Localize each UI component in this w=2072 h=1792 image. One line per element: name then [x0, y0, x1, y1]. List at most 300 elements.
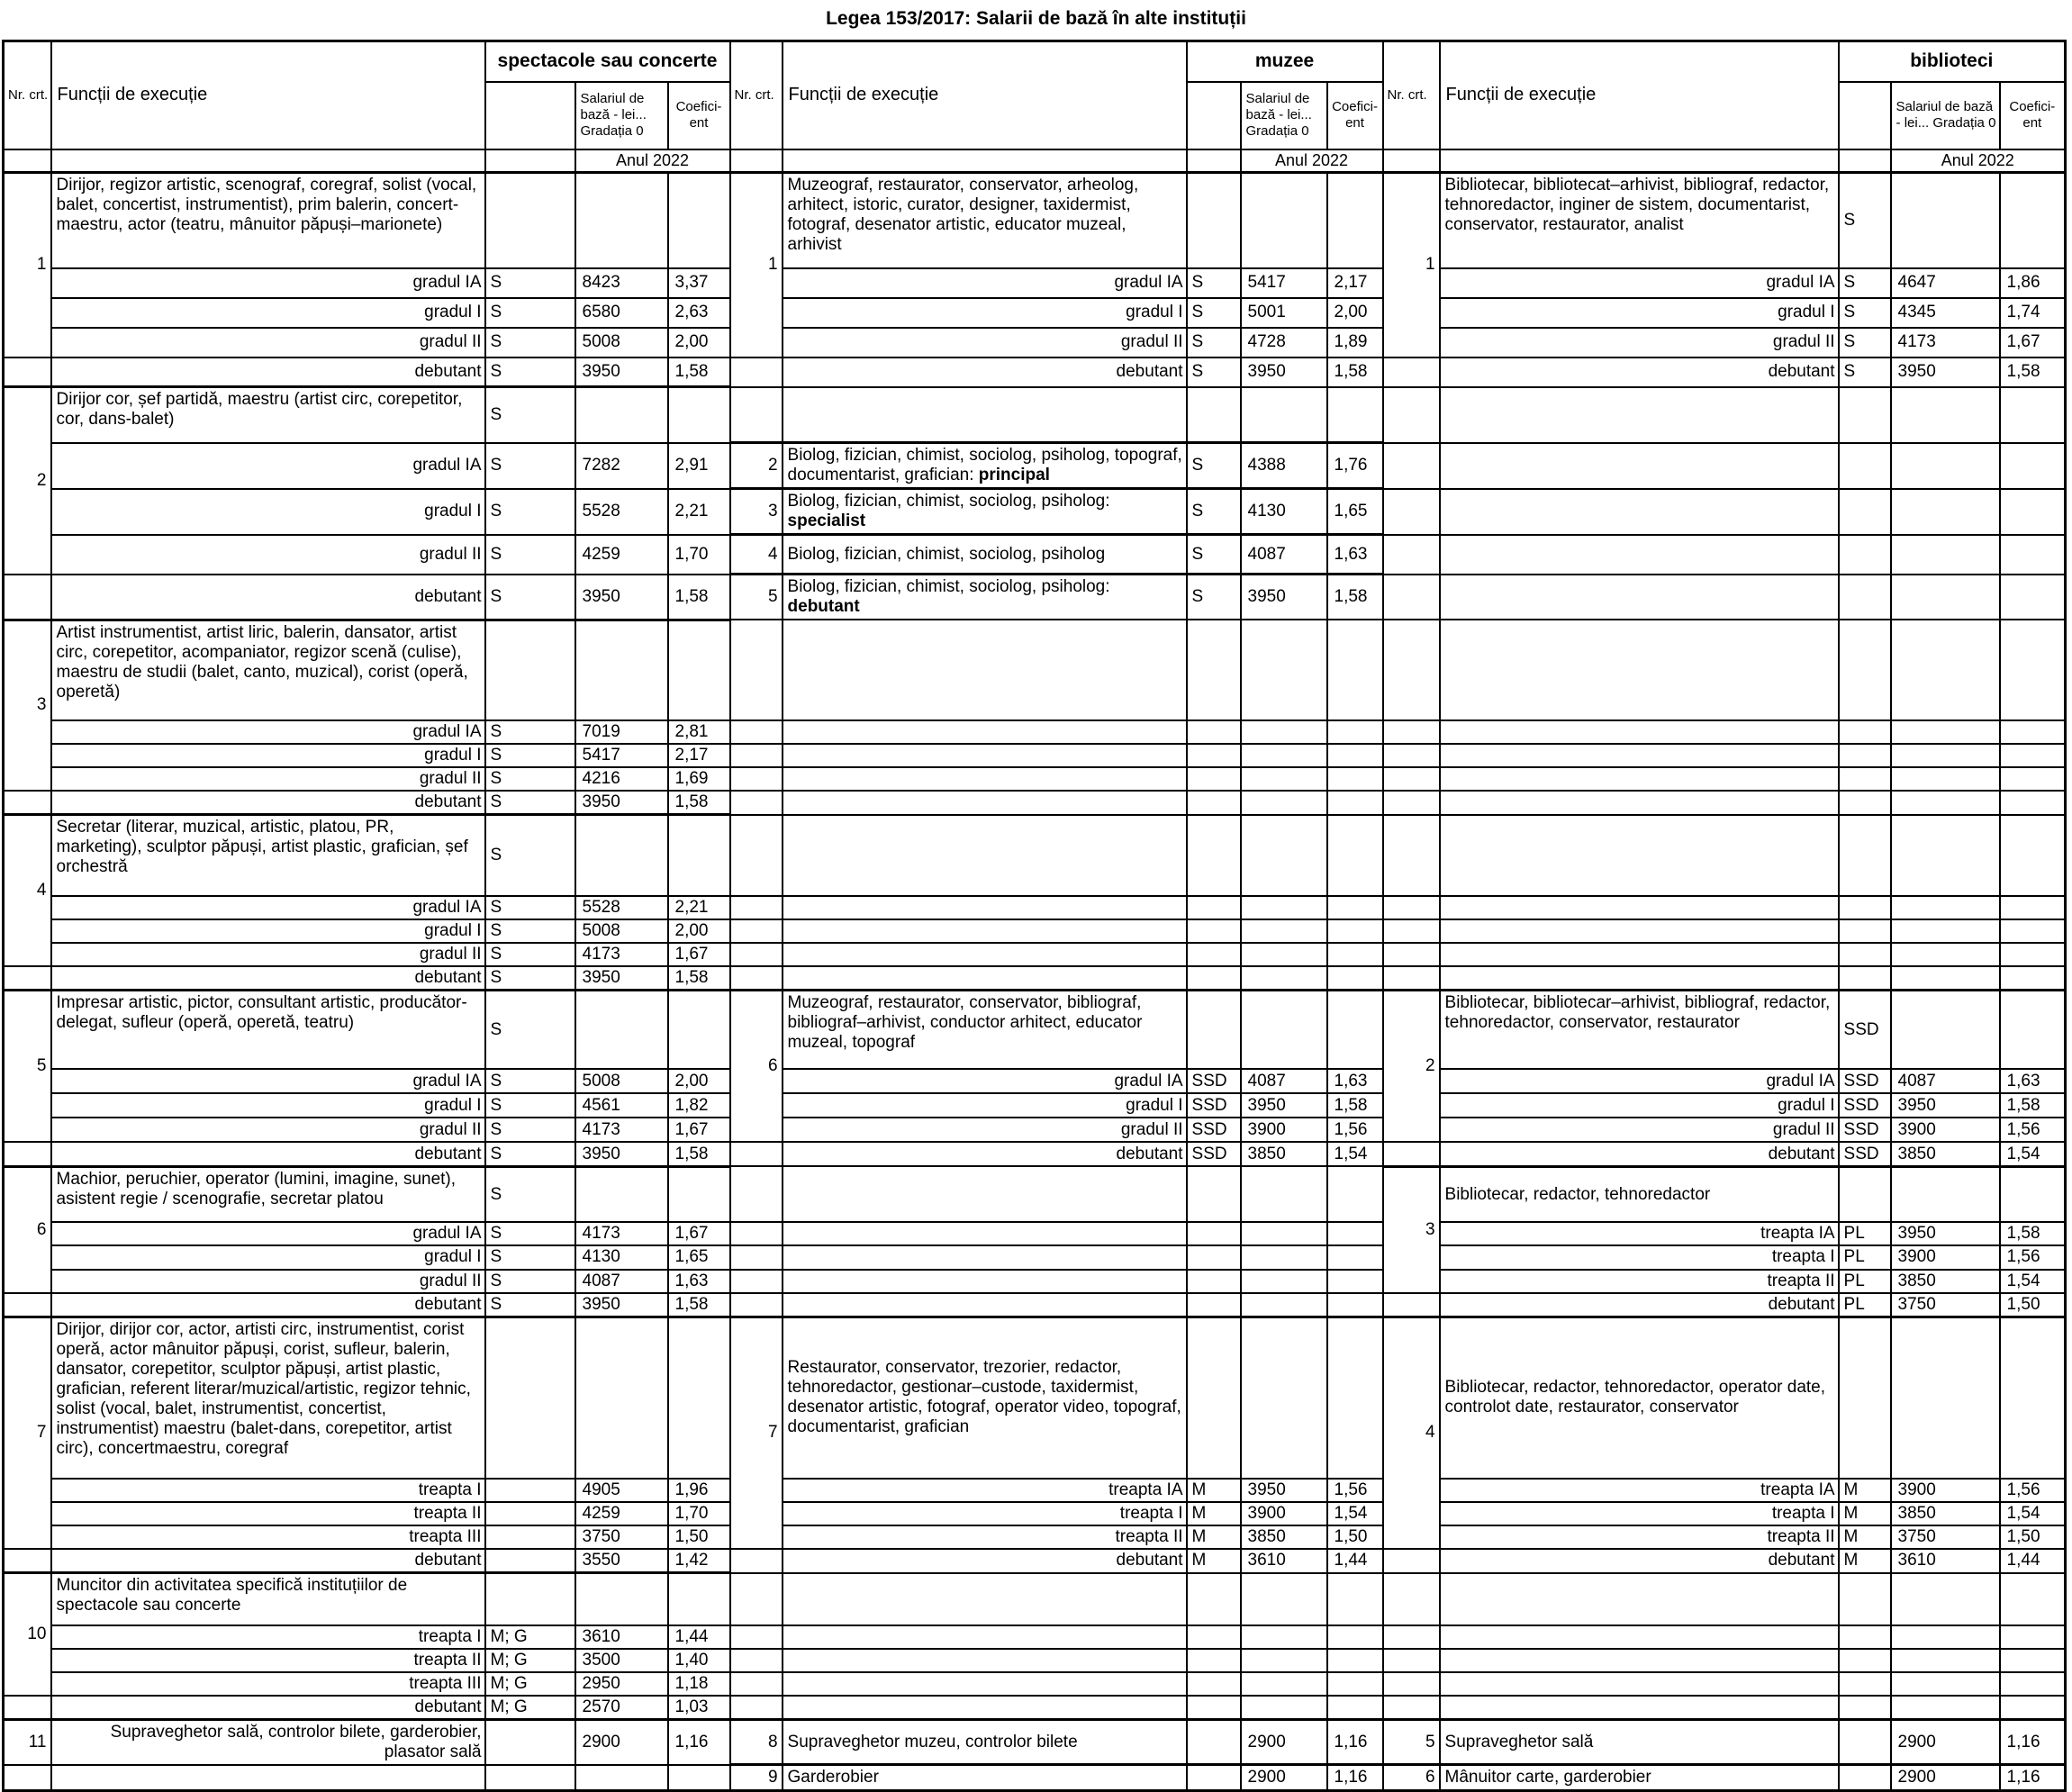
grade-label-cell: gradul IA: [1440, 1069, 1839, 1093]
salary-cell: 3950: [1241, 1479, 1327, 1502]
year-header: Anul 2022: [1241, 149, 1383, 173]
function-text-bold: principal: [978, 466, 1050, 485]
coefficient-cell: [1327, 1222, 1383, 1245]
level-cell: [1187, 387, 1241, 443]
level-cell: S: [1839, 268, 1891, 298]
section-header-biblioteci: biblioteci: [1839, 41, 2066, 82]
row-number-cell: 6: [1383, 1765, 1440, 1791]
level-cell: S: [485, 966, 575, 991]
coefficient-cell: [668, 990, 730, 1069]
coefficient-cell: 2,17: [668, 744, 730, 767]
function-cell: [783, 1293, 1187, 1317]
grade-label-cell: debutant: [51, 575, 485, 620]
salary-cell: [1241, 1270, 1327, 1293]
salary-cell: [1891, 744, 2000, 767]
table-row: [4, 620, 2066, 720]
salary-cell: 3550: [575, 1549, 668, 1573]
salary-cell: 3950: [575, 357, 668, 387]
level-cell: M: [1839, 1479, 1891, 1502]
salary-cell: 4173: [575, 943, 668, 966]
row-number-cell: [4, 791, 51, 815]
level-cell: [1839, 1317, 1891, 1479]
salary-cell: [575, 1317, 668, 1479]
level-cell: [485, 620, 575, 720]
coefficient-cell: 1,50: [2000, 1525, 2066, 1549]
function-cell: Muzeograf, restaurator, conservator, bibliograf, bibliograf–arhivist, conductor arhitect, educator muzeal, topograf: [783, 990, 1187, 1069]
coefficient-cell: [2000, 919, 2066, 943]
salary-cell: [575, 990, 668, 1069]
row-number-cell: [1383, 744, 1440, 767]
function-cell: [783, 620, 1187, 720]
coefficient-cell: [2000, 815, 2066, 896]
table-row: [4, 387, 2066, 443]
salary-cell: 5417: [1241, 268, 1327, 298]
level-cell: M; G: [485, 1696, 575, 1720]
function-cell: [783, 1245, 1187, 1269]
grade-label-cell: treapta I: [1440, 1502, 1839, 1525]
level-cell: S: [1187, 489, 1241, 535]
level-cell: S: [485, 357, 575, 387]
coefficient-cell: [2000, 990, 2066, 1069]
coefficient-cell: 1,44: [1327, 1549, 1383, 1573]
salary-cell: [1891, 1573, 2000, 1625]
level-cell: S: [485, 387, 575, 443]
salary-cell: [1241, 620, 1327, 720]
grade-label-cell: debutant: [51, 1293, 485, 1317]
grade-label-cell: gradul IA: [783, 268, 1187, 298]
salary-cell: [1241, 1245, 1327, 1269]
table-row: [4, 357, 2066, 387]
function-cell: Garderobier: [783, 1765, 1187, 1791]
salary-cell: [575, 1573, 668, 1625]
level-cell: S: [1187, 443, 1241, 489]
salary-cell: [1241, 1625, 1327, 1649]
coefficient-cell: [2000, 744, 2066, 767]
table-row: [4, 1625, 2066, 1649]
table-row: [4, 1502, 2066, 1525]
col-header-coefficient: Coefici-ent: [2000, 82, 2066, 149]
col-header-functions: Funcții de execuție: [1440, 41, 1839, 149]
level-cell: [485, 1525, 575, 1549]
row-number-cell: 1: [730, 173, 783, 357]
table-row: [4, 298, 2066, 328]
function-cell: [1440, 815, 1839, 896]
function-cell: Supraveghetor sală: [1440, 1719, 1839, 1765]
level-cell: S: [485, 1118, 575, 1142]
salary-cell: 3900: [1241, 1502, 1327, 1525]
row-number-cell: [730, 767, 783, 791]
coefficient-cell: 1,96: [668, 1479, 730, 1502]
coefficient-cell: [1327, 1625, 1383, 1649]
empty-cell: [1383, 149, 1440, 173]
table-row: [4, 1525, 2066, 1549]
level-cell: S: [485, 815, 575, 896]
row-number-cell: [730, 1672, 783, 1696]
table-row: [4, 1549, 2066, 1573]
grade-label-cell: gradul IA: [783, 1069, 1187, 1093]
function-text-bold: specialist: [787, 511, 866, 531]
table-row: [4, 1245, 2066, 1269]
level-cell: S: [485, 896, 575, 919]
salary-cell: 2900: [1891, 1719, 2000, 1765]
coefficient-cell: 1,58: [2000, 1093, 2066, 1118]
function-cell: [783, 966, 1187, 991]
empty-cell: [783, 149, 1187, 173]
salary-cell: 3950: [575, 791, 668, 815]
row-number-cell: [4, 1142, 51, 1166]
salary-cell: 3950: [1241, 357, 1327, 387]
grade-label-cell: debutant: [51, 1696, 485, 1720]
coefficient-cell: 1,16: [2000, 1765, 2066, 1791]
row-number-cell: [730, 1270, 783, 1293]
level-cell: [1839, 767, 1891, 791]
salary-cell: [1891, 720, 2000, 744]
grade-label-cell: gradul I: [1440, 1093, 1839, 1118]
coefficient-cell: [2000, 489, 2066, 535]
salary-cell: [1241, 767, 1327, 791]
row-number-cell: [730, 1142, 783, 1166]
coefficient-cell: 1,67: [668, 943, 730, 966]
row-number-cell: 3: [730, 489, 783, 535]
coefficient-cell: [1327, 1317, 1383, 1479]
coefficient-cell: [2000, 387, 2066, 443]
function-cell: Bibliotecar, redactor, tehnoredactor: [1440, 1166, 1839, 1222]
salary-cell: [1891, 791, 2000, 815]
coefficient-cell: [2000, 535, 2066, 575]
salary-cell: 3610: [1891, 1549, 2000, 1573]
col-header-functions: Funcții de execuție: [783, 41, 1187, 149]
row-number-cell: [730, 896, 783, 919]
coefficient-cell: 1,58: [1327, 1093, 1383, 1118]
salary-cell: [1891, 1317, 2000, 1479]
coefficient-cell: [2000, 443, 2066, 489]
table-row: [4, 1166, 2066, 1222]
level-cell: M; G: [485, 1625, 575, 1649]
salary-cell: [1241, 1672, 1327, 1696]
salary-cell: [1891, 1625, 2000, 1649]
function-text: Biolog, fizician, chimist, sociolog, psiholog:: [787, 492, 1110, 511]
level-cell: M; G: [485, 1649, 575, 1672]
coefficient-cell: 2,21: [668, 489, 730, 535]
coefficient-cell: [668, 1573, 730, 1625]
coefficient-cell: 1,67: [668, 1118, 730, 1142]
level-cell: [1839, 943, 1891, 966]
coefficient-cell: 1,58: [2000, 1222, 2066, 1245]
row-number-cell: 8: [730, 1719, 783, 1765]
function-cell: [783, 919, 1187, 943]
grade-label-cell: gradul II: [783, 1118, 1187, 1142]
row-number-cell: 7: [730, 1317, 783, 1549]
coefficient-cell: 1,63: [1327, 535, 1383, 575]
row-number-cell: 5: [1383, 1719, 1440, 1765]
salary-cell: 3950: [1891, 1093, 2000, 1118]
level-header-cell: [485, 82, 575, 149]
coefficient-cell: 1,70: [668, 1502, 730, 1525]
coefficient-cell: 1,40: [668, 1649, 730, 1672]
grade-label-cell: gradul II: [51, 328, 485, 357]
grade-label-cell: gradul IA: [1440, 268, 1839, 298]
level-cell: SSD: [1839, 1118, 1891, 1142]
level-cell: [1187, 1625, 1241, 1649]
salary-cell: 5417: [575, 744, 668, 767]
coefficient-cell: [2000, 767, 2066, 791]
coefficient-cell: 1,54: [2000, 1142, 2066, 1166]
level-cell: [1187, 815, 1241, 896]
table-row: [4, 1672, 2066, 1696]
level-cell: [1839, 620, 1891, 720]
level-cell: [1839, 575, 1891, 620]
level-cell: [1839, 443, 1891, 489]
function-text: Biolog, fizician, chimist, sociolog, psiholog, topograf, documentarist, grafician:: [787, 446, 1182, 485]
row-number-cell: [730, 720, 783, 744]
level-cell: S: [485, 268, 575, 298]
grade-label-cell: debutant: [51, 966, 485, 991]
row-number-cell: [4, 966, 51, 991]
table-row: [4, 966, 2066, 991]
grade-label-cell: gradul I: [51, 1245, 485, 1269]
coefficient-cell: [1327, 1270, 1383, 1293]
table-row: [4, 943, 2066, 966]
coefficient-cell: 1,54: [1327, 1142, 1383, 1166]
salary-cell: [1891, 767, 2000, 791]
level-cell: S: [485, 298, 575, 328]
grade-label-cell: gradul II: [51, 1270, 485, 1293]
level-cell: [1187, 1649, 1241, 1672]
table-row: [4, 990, 2066, 1069]
function-text-bold: debutant: [787, 597, 860, 617]
salary-cell: 3950: [1241, 575, 1327, 620]
grade-label-cell: treapta III: [51, 1525, 485, 1549]
level-cell: [1187, 620, 1241, 720]
level-cell: S: [1839, 298, 1891, 328]
level-cell: S: [485, 328, 575, 357]
function-cell: [783, 720, 1187, 744]
salary-cell: [1891, 1672, 2000, 1696]
grade-label-cell: gradul I: [51, 489, 485, 535]
row-number-cell: 6: [4, 1166, 51, 1292]
col-header-salary: Salariul de bază - lei... Gradația 0: [1241, 82, 1327, 149]
row-number-cell: 2: [4, 387, 51, 575]
row-number-cell: [1383, 767, 1440, 791]
coefficient-cell: 2,17: [1327, 268, 1383, 298]
level-cell: [1839, 815, 1891, 896]
salary-cell: [1891, 535, 2000, 575]
row-number-cell: 3: [1383, 1166, 1440, 1292]
coefficient-cell: 1,54: [1327, 1502, 1383, 1525]
grade-label-cell: gradul IA: [51, 720, 485, 744]
grade-label-cell: gradul II: [51, 943, 485, 966]
function-cell: [783, 1166, 1187, 1222]
section-header-spectacole: spectacole sau concerte: [485, 41, 730, 82]
salary-cell: 5528: [575, 896, 668, 919]
table-row: [4, 1765, 2066, 1791]
row-number-cell: [1383, 720, 1440, 744]
salary-cell: [1891, 990, 2000, 1069]
row-number-cell: [730, 357, 783, 387]
coefficient-cell: 2,00: [1327, 298, 1383, 328]
function-cell: Supraveghetor sală, controlor bilete, garderobier, plasator sală: [51, 1719, 485, 1765]
grade-label-cell: treapta I: [1440, 1245, 1839, 1269]
coefficient-cell: [1327, 1166, 1383, 1222]
coefficient-cell: [1327, 387, 1383, 443]
table-row: [4, 1093, 2066, 1118]
grade-label-cell: treapta II: [783, 1525, 1187, 1549]
function-cell: [1440, 1573, 1839, 1625]
level-cell: SSD: [1839, 990, 1891, 1069]
level-cell: S: [485, 575, 575, 620]
coefficient-cell: 1,50: [2000, 1293, 2066, 1317]
coefficient-cell: [1327, 896, 1383, 919]
table-row: [4, 268, 2066, 298]
row-number-cell: 7: [4, 1317, 51, 1549]
level-cell: S: [485, 535, 575, 575]
salary-cell: 4087: [575, 1270, 668, 1293]
coefficient-cell: 1,56: [1327, 1479, 1383, 1502]
grade-label-cell: debutant: [783, 1142, 1187, 1166]
col-header-nr: Nr. crt.: [730, 41, 783, 149]
salary-cell: [1891, 1166, 2000, 1222]
salary-cell: [1891, 443, 2000, 489]
empty-cell: [730, 149, 783, 173]
level-cell: [1839, 1166, 1891, 1222]
grade-label-cell: gradul IA: [51, 1069, 485, 1093]
col-header-salary: Salariul de bază - lei... Gradația 0: [1891, 82, 2000, 149]
salary-cell: [1241, 815, 1327, 896]
level-cell: SSD: [1839, 1069, 1891, 1093]
grade-label-cell: debutant: [1440, 1293, 1839, 1317]
coefficient-cell: [1327, 919, 1383, 943]
salary-cell: 6580: [575, 298, 668, 328]
salary-cell: 3900: [1891, 1118, 2000, 1142]
level-header-cell: [1187, 82, 1241, 149]
salary-cell: 4345: [1891, 298, 2000, 328]
level-cell: [1187, 966, 1241, 991]
function-cell: [1440, 919, 1839, 943]
col-header-coefficient: Coefici-ent: [668, 82, 730, 149]
level-cell: M: [1187, 1479, 1241, 1502]
coefficient-cell: 1,16: [668, 1719, 730, 1765]
level-cell: S: [1839, 357, 1891, 387]
level-cell: S: [485, 943, 575, 966]
table-row: [4, 1142, 2066, 1166]
header-row-year: [4, 149, 2066, 173]
grade-label-cell: treapta IA: [783, 1479, 1187, 1502]
salary-cell: 5528: [575, 489, 668, 535]
row-number-cell: [4, 357, 51, 387]
salary-cell: 5008: [575, 328, 668, 357]
table-row: [4, 1317, 2066, 1479]
coefficient-cell: [2000, 1649, 2066, 1672]
coefficient-cell: [1327, 1672, 1383, 1696]
salary-cell: 4130: [1241, 489, 1327, 535]
salary-cell: 4259: [575, 535, 668, 575]
coefficient-cell: 1,58: [2000, 357, 2066, 387]
level-cell: [485, 1765, 575, 1791]
salary-cell: [1891, 1649, 2000, 1672]
col-header-salary: Salariul de bază - lei... Gradația 0: [575, 82, 668, 149]
coefficient-cell: [2000, 791, 2066, 815]
level-cell: PL: [1839, 1270, 1891, 1293]
page-title: Legea 153/2017: Salarii de bază în alte instituții: [826, 8, 1246, 29]
salary-cell: [575, 173, 668, 268]
row-number-cell: [1383, 620, 1440, 720]
salary-cell: [1891, 943, 2000, 966]
salary-cell: 3850: [1241, 1142, 1327, 1166]
coefficient-cell: [668, 620, 730, 720]
salary-cell: 3950: [575, 575, 668, 620]
coefficient-cell: [2000, 896, 2066, 919]
coefficient-cell: 1,86: [2000, 268, 2066, 298]
row-number-cell: [730, 1166, 783, 1222]
row-number-cell: [1383, 943, 1440, 966]
salary-cell: 4647: [1891, 268, 2000, 298]
level-cell: [1187, 896, 1241, 919]
salary-cell: [1891, 966, 2000, 991]
row-number-cell: [1383, 919, 1440, 943]
function-cell: [1440, 535, 1839, 575]
grade-label-cell: debutant: [783, 357, 1187, 387]
coefficient-cell: 1,58: [1327, 575, 1383, 620]
salary-cell: [1891, 489, 2000, 535]
salary-cell: 3950: [1891, 1222, 2000, 1245]
coefficient-cell: [1327, 744, 1383, 767]
function-cell: Dirijor cor, șef partidă, maestru (artist circ, corepetitor, cor, dans-balet): [51, 387, 485, 443]
salary-cell: [1241, 387, 1327, 443]
coefficient-cell: 1,56: [2000, 1479, 2066, 1502]
salary-cell: 3750: [1891, 1525, 2000, 1549]
level-cell: S: [485, 1293, 575, 1317]
level-cell: [1839, 535, 1891, 575]
row-number-cell: 11: [4, 1719, 51, 1765]
level-cell: [1839, 1672, 1891, 1696]
grade-label-cell: gradul IA: [51, 443, 485, 489]
level-cell: [1187, 744, 1241, 767]
salary-cell: [1241, 1293, 1327, 1317]
level-cell: S: [485, 1166, 575, 1222]
row-number-cell: 1: [1383, 173, 1440, 357]
grade-label-cell: treapta IA: [1440, 1222, 1839, 1245]
row-number-cell: 4: [730, 535, 783, 575]
grade-label-cell: treapta I: [783, 1502, 1187, 1525]
salary-cell: 3850: [1241, 1525, 1327, 1549]
salary-cell: [575, 620, 668, 720]
grade-label-cell: debutant: [51, 1142, 485, 1166]
level-cell: [1187, 943, 1241, 966]
function-cell: [51, 1765, 485, 1791]
function-cell: [1440, 1672, 1839, 1696]
salary-cell: 4259: [575, 1502, 668, 1525]
level-cell: [1839, 896, 1891, 919]
grade-label-cell: treapta II: [51, 1649, 485, 1672]
salary-cell: 4173: [575, 1118, 668, 1142]
salary-cell: [1241, 1222, 1327, 1245]
function-cell: Artist instrumentist, artist liric, balerin, dansator, artist circ, corepetitor, acompaniator, regizor scenă (culise), maestru de studii (balet, canto, muzical), corist (operă, operetă): [51, 620, 485, 720]
level-cell: SSD: [1839, 1142, 1891, 1166]
level-cell: [1187, 1672, 1241, 1696]
level-cell: S: [485, 990, 575, 1069]
table-row: [4, 1069, 2066, 1093]
row-number-cell: [730, 1625, 783, 1649]
coefficient-cell: 1,58: [668, 357, 730, 387]
function-cell: Muncitor din activitatea specifică instituțiilor de spectacole sau concerte: [51, 1573, 485, 1625]
row-number-cell: 9: [730, 1765, 783, 1791]
grade-label-cell: gradul II: [51, 1118, 485, 1142]
level-cell: S: [1187, 298, 1241, 328]
level-cell: SSD: [1187, 1093, 1241, 1118]
salary-cell: 3900: [1891, 1245, 2000, 1269]
coefficient-cell: 1,63: [2000, 1069, 2066, 1093]
function-cell: [1440, 387, 1839, 443]
